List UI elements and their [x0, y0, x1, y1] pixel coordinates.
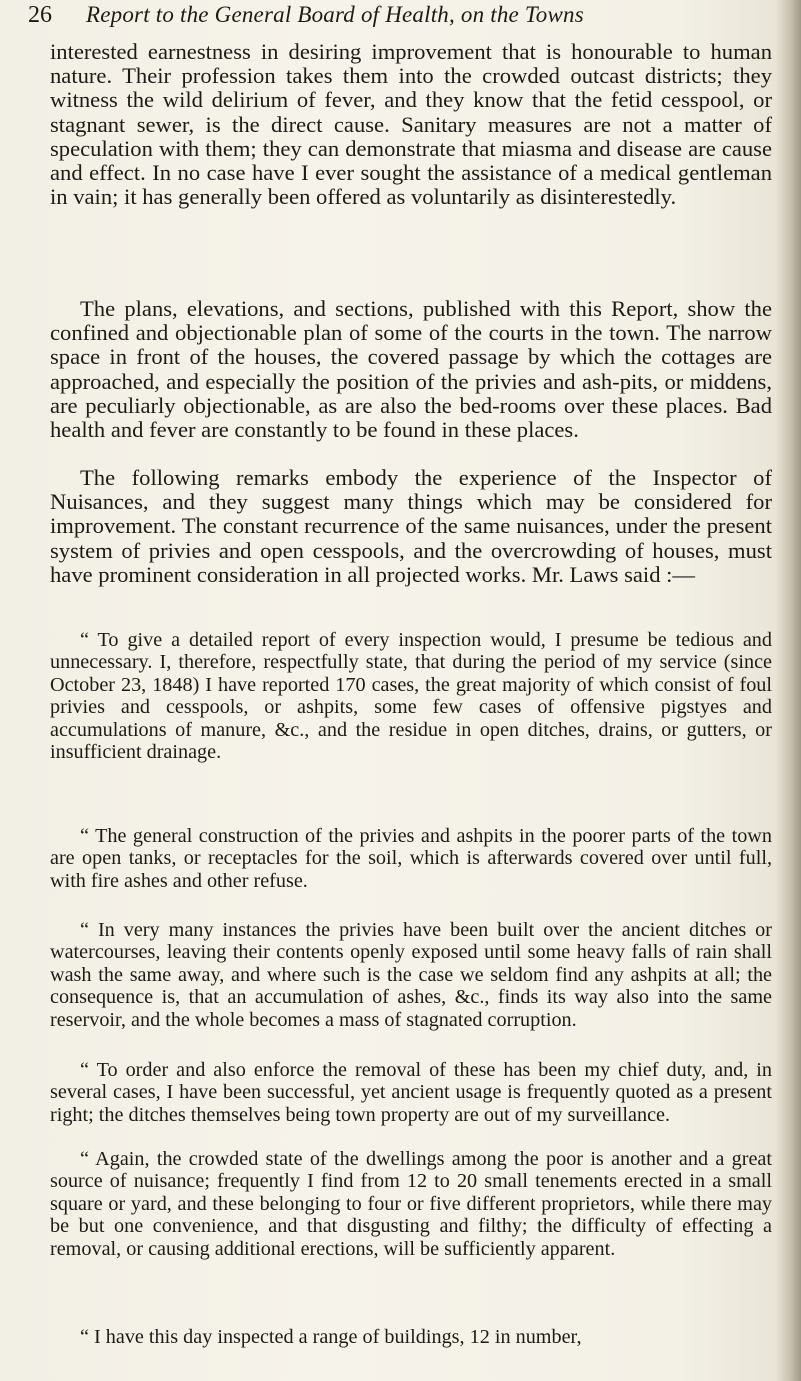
quote-privies-construction: “ The general construction of the privies and ashpits in the poorer parts of the town are open tanks, or receptacles for the soil, which is afterwards covered over until full, with fire ashes and other refuse. — [50, 825, 772, 892]
page-number: 26 — [28, 2, 52, 28]
page-header — [28, 2, 768, 36]
page-edge-shadow — [775, 0, 801, 1381]
paragraph-plans-elevations: The plans, elevations, and sections, published with this Report, show the confined and objectionable plan of some of the courts in the town. The narrow space in front of the houses, the covered passage by which the cottages are approached, and especially the position of the privies and ash-pits, or middens, are peculiarly objectionable, as are also the bed-rooms over these places. Bad health and fever are constantly to be found in these places. — [50, 296, 772, 443]
quote-ancient-ditches: “ In very many instances the privies have been built over the ancient ditches or watercourses, leaving their contents openly exposed until some heavy falls of rain shall wash the same away, and where such is the case we seldom find any ashpits at all; the consequence is, that an accumulation of ashes, &c., finds its way also into the same reservoir, and the whole becomes a mass of stagnated corruption. — [50, 919, 772, 1031]
paragraph-medical-men: interested earnestness in desiring improvement that is honourable to human nature. Their profession takes them into the crowded outcast districts; they witness the wild delirium of fever, and they know that the fetid cesspool, or stagnant sewer, is the direct cause. Sanitary measures are not a matter of speculation with them; they can demonstrate that miasma and disease are cause and effect. In no case have I ever sought the assistance of a medical gentleman in vain; it has generally been offered as voluntarily as disinterestedly. — [50, 39, 772, 210]
quote-range-of-buildings: “ I have this day inspected a range of buildings, 12 in number, — [80, 1326, 582, 1348]
quote-removal-duty: “ To order and also enforce the removal of these has been my chief duty, and, in several cases, I have been successful, yet ancient usage is frequently quoted as a present right; the ditches themselves being town property are out of my surveillance. — [50, 1059, 772, 1126]
quote-detailed-report: “ To give a detailed report of every inspection would, I presume be tedious and unnecessary. I, therefore, respectfully state, that during the period of my service (since October 23, 1848) I have reported 170 cases, the great majority of which consist of foul privies and cesspools, or ashpits, some few cases of offensive pigstyes and accumulations of manure, &c., and the residue in open ditches, drains, or gutters, or insufficient drainage. — [50, 629, 772, 764]
quote-crowded-dwellings: “ Again, the crowded state of the dwellings among the poor is another and a great source of nuisance; frequently I find from 12 to 20 small tenements erected in a small square or yard, and these belonging to four or five different proprietors, while there may be but one convenience, and that disgusting and filthy; the difficulty of effecting a removal, or causing additional erections, will be sufficiently apparent. — [50, 1148, 772, 1260]
paragraph-inspector-remarks: The following remarks embody the experience of the Inspector of Nuisances, and they suggest many things which may be considered for improvement. The constant recurrence of the same nuisances, under the present system of privies and open cesspools, and the overcrowding of houses, must have prominent consideration in all projected works. Mr. Laws said :— — [50, 465, 772, 587]
running-title: Report to the General Board of Health, on the Towns — [86, 2, 584, 27]
